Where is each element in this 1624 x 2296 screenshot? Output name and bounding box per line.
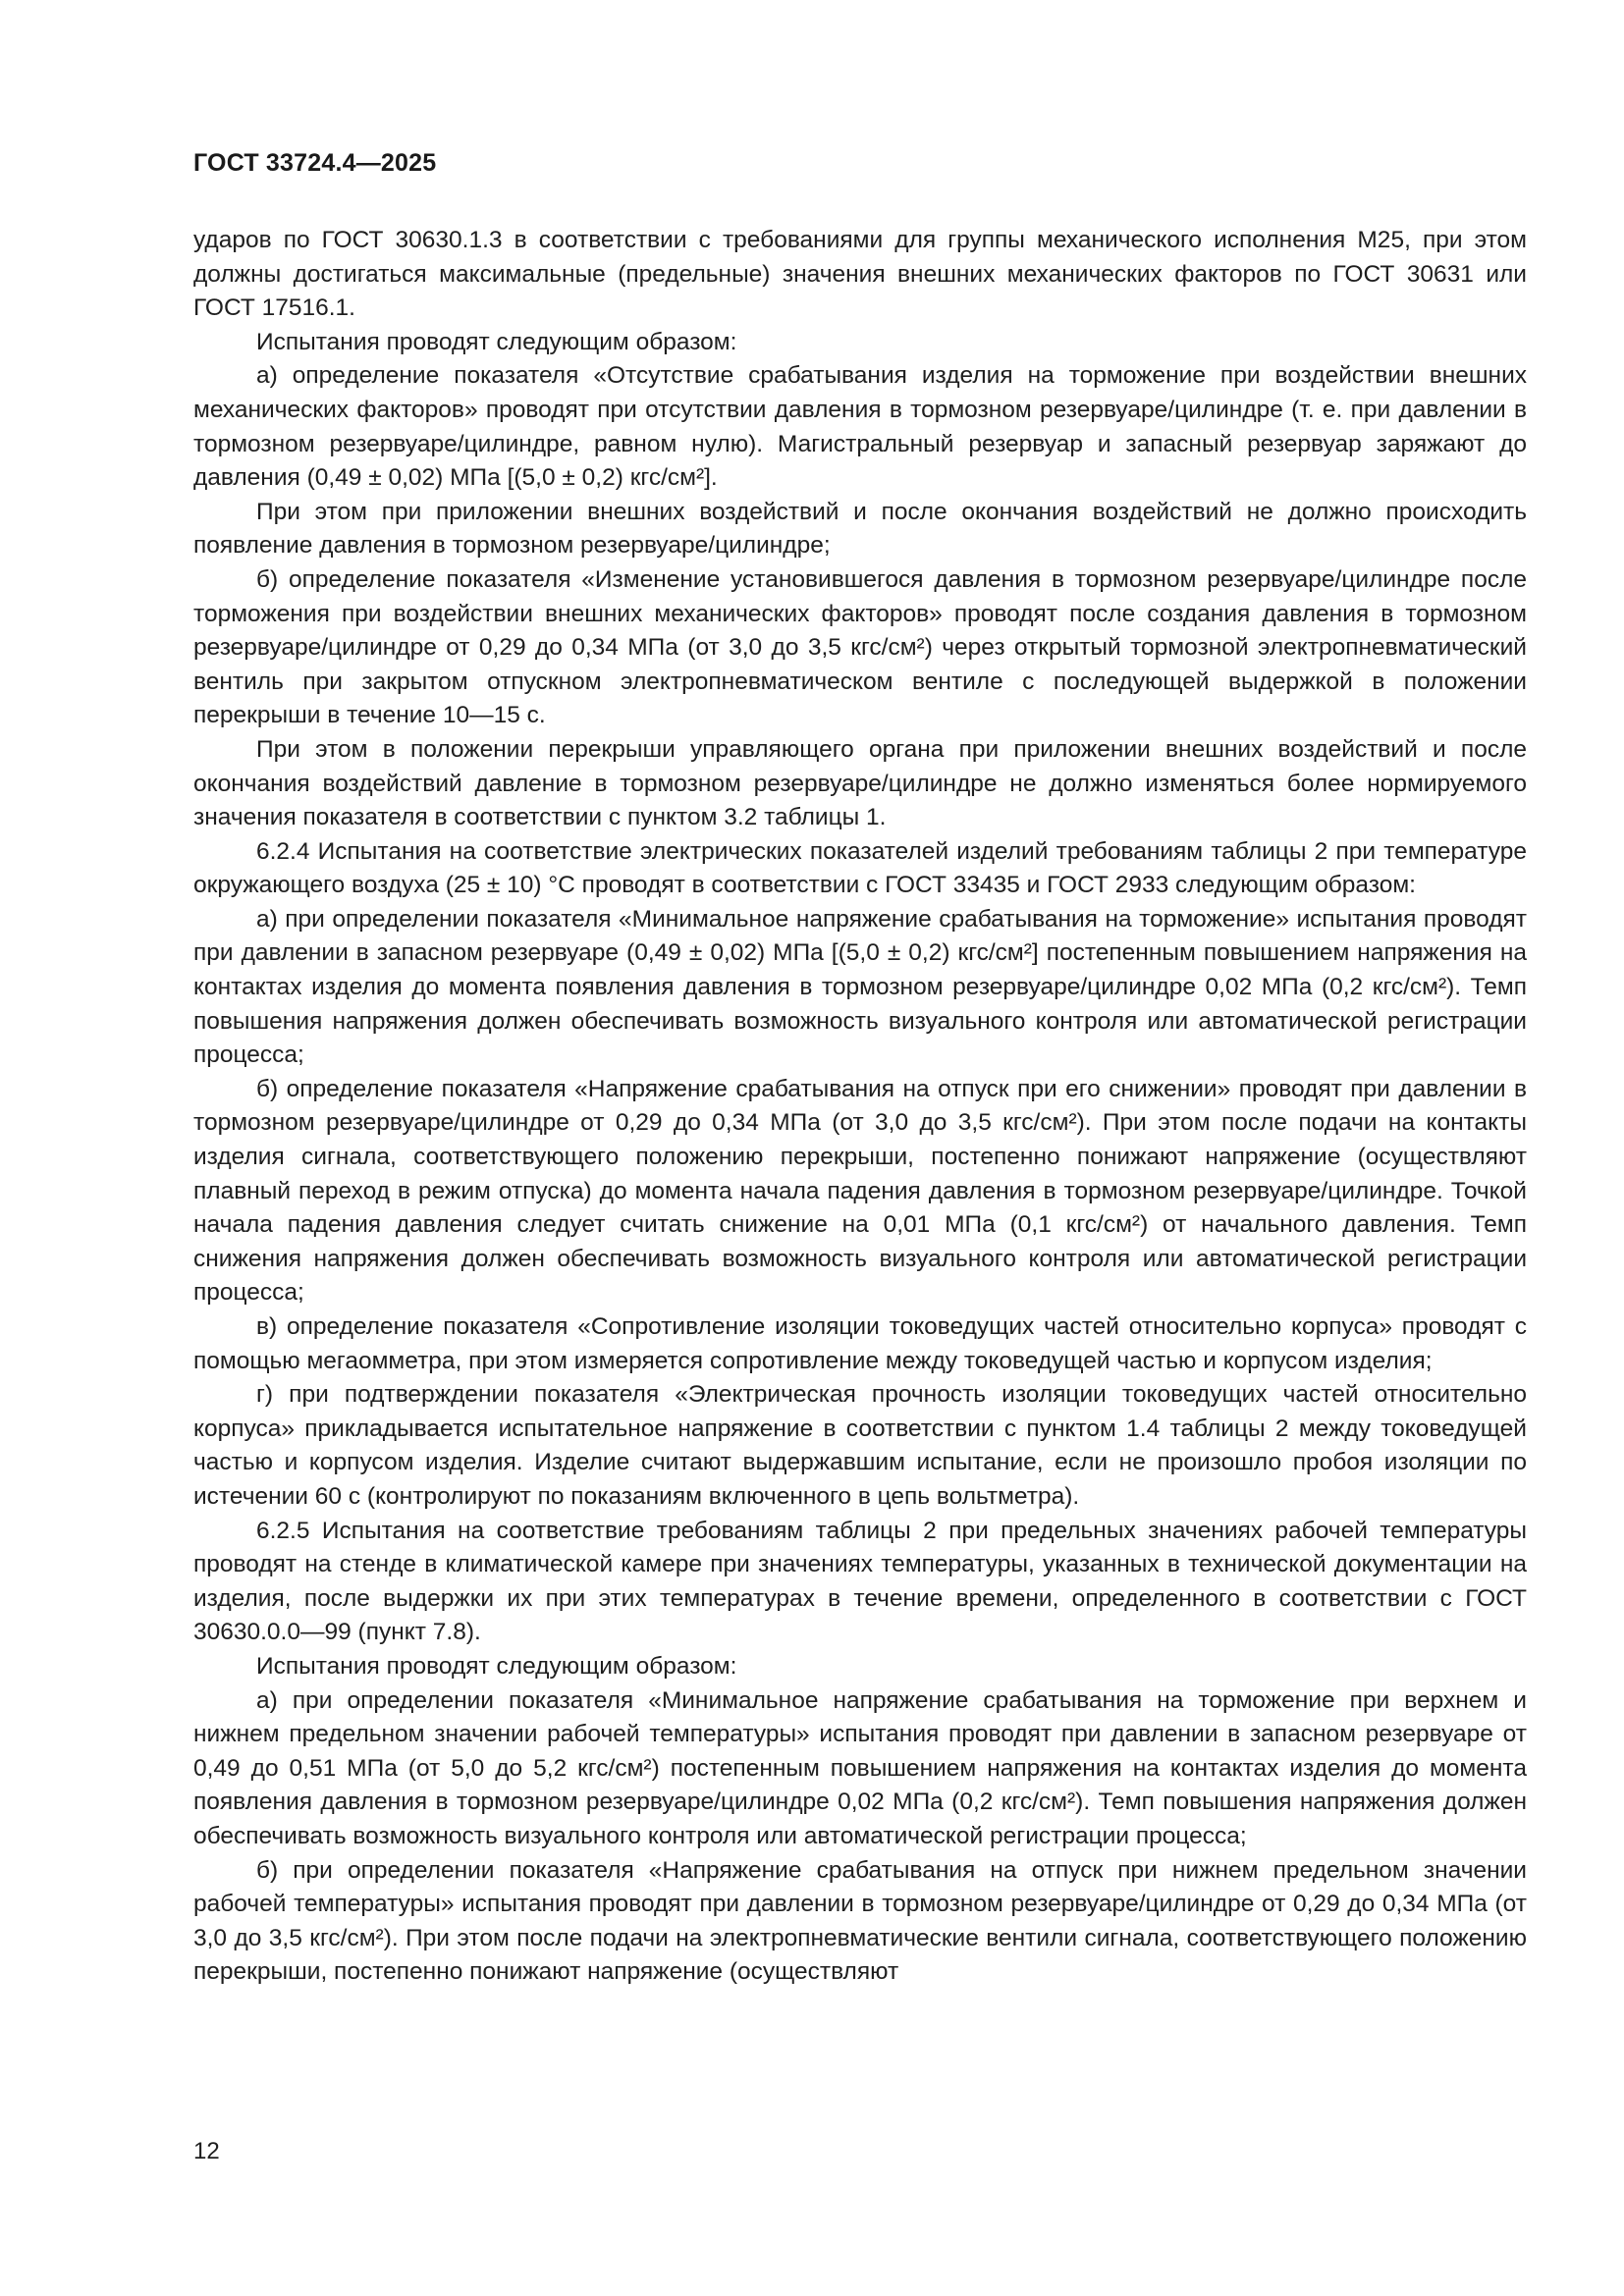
paragraph: При этом при приложении внешних воздействий и после окончания воздействий не должно происходить появление давления в тормозном резервуаре/цилиндре; <box>193 498 1527 560</box>
list-item-b: б) при определении показателя «Напряжение срабатывания на отпуск при нижнем предельном значении рабочей температуры» испытания проводят при давлении в тормозном резервуаре/цилиндре от 0,29 до 0,34 МПа (от 3,0 до 3,5 кгс/см²). При этом после подачи на электропневматические вентили сигнала, соответствующего положению перекрыши, постепенно понижают напряжение (осуществляют <box>193 1856 1527 1986</box>
document-body <box>193 224 1527 1990</box>
paragraph: При этом в положении перекрыши управляющего органа при приложении внешних воздействий и после окончания воздействий давление в тормозном резервуаре/цилиндре не должно изменяться более нормируемого значения показателя в соответствии с пунктом 3.2 таблицы 1. <box>193 735 1527 831</box>
list-item-b: б) определение показателя «Напряжение срабатывания на отпуск при его снижении» проводят при давлении в тормозном резервуаре/цилиндре от 0,29 до 0,34 МПа (от 3,0 до 3,5 кгс/см²). При этом после подачи на контакты изделия сигнала, соответствующего положению перекрыши, постепенно понижают напряжение (осуществляют плавный переход в режим отпуска) до момента начала падения давления в тормозном резервуаре/цилиндре. Точкой начала падения давления следует считать снижение на 0,01 МПа (0,1 кгс/см²) от начального давления. Темп снижения напряжения должен обеспечивать возможность визуального контроля или автоматической регистрации процесса; <box>193 1075 1527 1307</box>
section-6-2-4: 6.2.4 Испытания на соответствие электрических показателей изделий требованиям таблицы 2 при температуре окружающего воздуха (25 ± 10) °С проводят в соответствии с ГОСТ 33435 и ГОСТ 2933 следующим образом: <box>193 837 1527 899</box>
list-item-g: г) при подтверждении показателя «Электрическая прочность изоляции токоведущих частей относительно корпуса» прикладывается испытательное напряжение в соответствии с пунктом 1.4 таблицы 2 между токоведущей частью и корпусом изделия. Изделие считают выдержавшим испытание, если не произошло пробоя изоляции по истечении 60 с (контролируют по показаниям включенного в цепь вольтметра). <box>193 1381 1527 1510</box>
list-item-v: в) определение показателя «Сопротивление изоляции токоведущих частей относительно корпуса» проводят с помощью мегаомметра, при этом измеряется сопротивление между токоведущей частью и корпусом изделия; <box>193 1313 1527 1374</box>
paragraph-continuation: ударов по ГОСТ 30630.1.3 в соответствии с требованиями для группы механического исполнения М25, при этом должны достигаться максимальные (предельные) значения внешних механических факторов по ГОСТ 30631 или ГОСТ 17516.1. <box>193 227 1527 322</box>
list-item-a: а) при определении показателя «Минимальное напряжение срабатывания на торможение» испытания проводят при давлении в запасном резервуаре (0,49 ± 0,02) МПа [(5,0 ± 0,2) кгс/см²] постепенным повышением напряжения на контактах изделия до момента появления давления в тормозном резервуаре/цилиндре 0,02 МПа (0,2 кгс/см²). Темп повышения напряжения должен обеспечивать возможность визуального контроля или автоматической регистрации процесса; <box>193 905 1527 1069</box>
paragraph: Испытания проводят следующим образом: <box>256 1652 737 1680</box>
paragraph: Испытания проводят следующим образом: <box>256 328 737 355</box>
list-item-a: а) определение показателя «Отсутствие срабатывания изделия на торможение при воздействии внешних механических факторов» проводят при отсутствии давления в тормозном резервуаре/цилиндре (т. е. при давлении в тормозном резервуаре/цилиндре, равном нулю). Магистральный резервуар и запасный резервуар заряжают до давления (0,49 ± 0,02) МПа [(5,0 ± 0,2) кгс/см²]. <box>193 362 1527 492</box>
document-header: ГОСТ 33724.4—2025 <box>193 149 437 177</box>
section-6-2-5: 6.2.5 Испытания на соответствие требованиям таблицы 2 при предельных значениях рабочей температуры проводят на стенде в климатической камере при значениях температуры, указанных в технической документации на изделия, после выдержки их при этих температурах в течение времени, определенного в соответствии с ГОСТ 30630.0.0—99 (пункт 7.8). <box>193 1517 1527 1646</box>
page-number: 12 <box>193 2138 220 2164</box>
list-item-b: б) определение показателя «Изменение установившегося давления в тормозном резервуаре/цилиндре после торможения при воздействии внешних механических факторов» проводят после создания давления в тормозном резервуаре/цилиндре от 0,29 до 0,34 МПа (от 3,0 до 3,5 кгс/см²) через открытый тормозной электропневматический вентиль при закрытом отпускном электропневматическом вентиле с последующей выдержкой в положении перекрыши в течение 10—15 с. <box>193 565 1527 729</box>
list-item-a: а) при определении показателя «Минимальное напряжение срабатывания на торможение при верхнем и нижнем предельном значении рабочей температуры» испытания проводят при давлении в запасном резервуаре от 0,49 до 0,51 МПа (от 5,0 до 5,2 кгс/см²) постепенным повышением напряжения на контактах изделия до момента появления давления в тормозном резервуаре/цилиндре 0,02 МПа (0,2 кгс/см²). Темп повышения напряжения должен обеспечивать возможность визуального контроля или автоматической регистрации процесса; <box>193 1686 1527 1849</box>
